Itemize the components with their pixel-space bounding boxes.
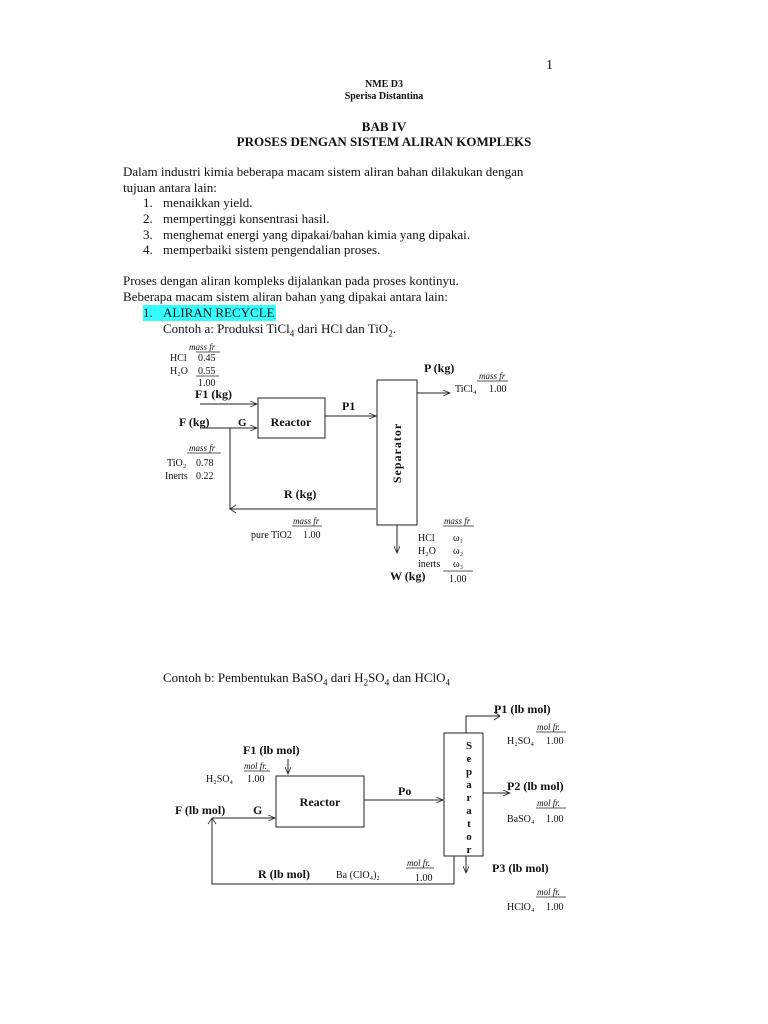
w-val-3: ω₃ — [453, 559, 464, 570]
p1-label: P1 (lb mol) — [494, 702, 551, 716]
list-number: 3. — [143, 227, 153, 242]
f-comp-2: Inerts — [165, 471, 188, 482]
diagram-a-labels — [165, 342, 507, 585]
p1-label: P1 — [342, 399, 356, 413]
body-line-1: Proses dengan aliran kompleks dijalankan pada proses kontinyu. — [123, 273, 459, 288]
mass-fr-label: mass fr — [189, 443, 216, 453]
list-text: menaikkan yield. — [163, 195, 253, 210]
r-val: 1.00 — [303, 530, 321, 541]
f1-comp-1: HCl — [170, 353, 187, 364]
f1-comp: H₂SO₄ — [206, 774, 233, 785]
list-number: 4. — [143, 242, 153, 257]
separator-letter: S — [465, 740, 473, 752]
list-text: menghemat energi yang dipakai/bahan kimia yang dipakai. — [163, 227, 470, 242]
mol-fr-label: mol fr. — [244, 761, 268, 771]
list-text: mempertinggi konsentrasi hasil. — [163, 211, 330, 226]
p3-val: 1.00 — [546, 902, 564, 913]
example-a-caption: Contoh a: Produksi TiCl$_4$ dari HCl dan TiO$_2$. — [163, 321, 396, 339]
w-val-2: ω₂ — [453, 546, 464, 557]
f-label: F (lb mol) — [175, 803, 226, 817]
separator-letter: a — [466, 779, 472, 791]
r-comp: pure TiO2 — [251, 530, 292, 541]
separator-letter: t — [467, 818, 471, 830]
list-text: memperbaiki sistem pengendalian proses. — [163, 242, 381, 257]
p-comp: TiCl₄ — [455, 384, 477, 395]
separator-letter: e — [466, 753, 472, 765]
separator-letter: p — [465, 766, 473, 778]
separator-box — [444, 733, 483, 856]
course-code: NME D3 — [364, 79, 404, 90]
separator-letter: a — [466, 805, 472, 817]
reactor-label: Reactor — [270, 415, 312, 429]
w-comp-1: HCl — [418, 533, 435, 544]
w-total: 1.00 — [449, 574, 467, 585]
p2-comp: BaSO₄ — [507, 814, 535, 825]
body-line-2: Beberapa macam sistem aliran bahan yang dipakai antara lain: — [123, 289, 448, 304]
mol-fr-label: mol fr. — [537, 722, 561, 732]
stream-p1-line — [466, 716, 500, 733]
f-val-2: 0.22 — [196, 471, 214, 482]
p-val: 1.00 — [489, 384, 507, 395]
separator-letter: o — [466, 831, 472, 843]
page-number: 1 — [546, 58, 553, 73]
r-comp: Ba (ClO₄)₂ — [336, 870, 380, 881]
list-number: 2. — [143, 211, 153, 226]
f-label: F (kg) — [179, 415, 210, 429]
example-b-caption: Contoh b: Pembentukan BaSO$_4$ dari $H_2SO_4$ dan HClO$_4$ — [163, 670, 451, 688]
author-name: Sperisa Distantina — [344, 91, 424, 102]
intro-line-2: tujuan antara lain: — [123, 180, 217, 195]
p2-label: P2 (lb mol) — [507, 779, 564, 793]
r-label: R (lb mol) — [258, 867, 310, 881]
mol-fr-label: mol fr. — [537, 798, 561, 808]
f-val-1: 0.78 — [196, 458, 214, 469]
w-label: W (kg) — [390, 569, 426, 583]
reactor-label: Reactor — [299, 795, 341, 809]
f1-label: F1 (lb mol) — [243, 743, 300, 757]
separator-label: Separator — [390, 422, 404, 484]
mol-fr-label: mol fr. — [537, 887, 561, 897]
g-label: G — [238, 417, 247, 429]
p2-val: 1.00 — [546, 814, 564, 825]
p3-label: P3 (lb mol) — [492, 861, 549, 875]
p3-comp: HClO₄ — [507, 902, 535, 913]
separator-letter: r — [466, 792, 472, 804]
f1-val-2: 0.55 — [198, 366, 216, 377]
g-label: G — [253, 803, 263, 817]
section-number: 1. — [143, 305, 153, 320]
mass-fr-label: mass fr — [189, 342, 216, 352]
f1-val: 1.00 — [247, 774, 265, 785]
w-val-1: ω₁ — [453, 533, 464, 544]
list-number: 1. — [143, 195, 153, 210]
f-comp-1: TiO₂ — [167, 458, 187, 469]
f1-label: F1 (kg) — [195, 387, 232, 401]
po-label: Po — [398, 784, 412, 798]
r-label: R (kg) — [284, 487, 317, 501]
separator-letter: r — [466, 844, 472, 856]
chapter-number: BAB IV — [361, 119, 407, 134]
r-val: 1.00 — [415, 873, 433, 884]
f1-val-1: 0.45 — [198, 353, 216, 364]
f1-total: 1.00 — [198, 378, 216, 389]
p1-comp: H₂SO₄ — [507, 736, 534, 747]
w-comp-3: inerts — [418, 559, 441, 570]
chapter-title: PROSES DENGAN SISTEM ALIRAN KOMPLEKS — [236, 134, 532, 149]
p1-val: 1.00 — [546, 736, 564, 747]
mass-fr-label: mass fr — [479, 371, 506, 381]
diagram-b-labels — [175, 702, 564, 913]
mass-fr-label: mass fr — [293, 516, 320, 526]
section-title: ALIRAN RECYCLE — [163, 305, 275, 320]
mass-fr-label: mass fr — [444, 516, 471, 526]
intro-line-1: Dalam industri kimia beberapa macam sistem aliran bahan dilakukan dengan — [123, 164, 524, 179]
mol-fr-label: mol fr. — [407, 858, 431, 868]
w-comp-2: H₂O — [418, 546, 436, 557]
f1-comp-2: H₂O — [170, 366, 188, 377]
p-label: P (kg) — [424, 361, 455, 375]
